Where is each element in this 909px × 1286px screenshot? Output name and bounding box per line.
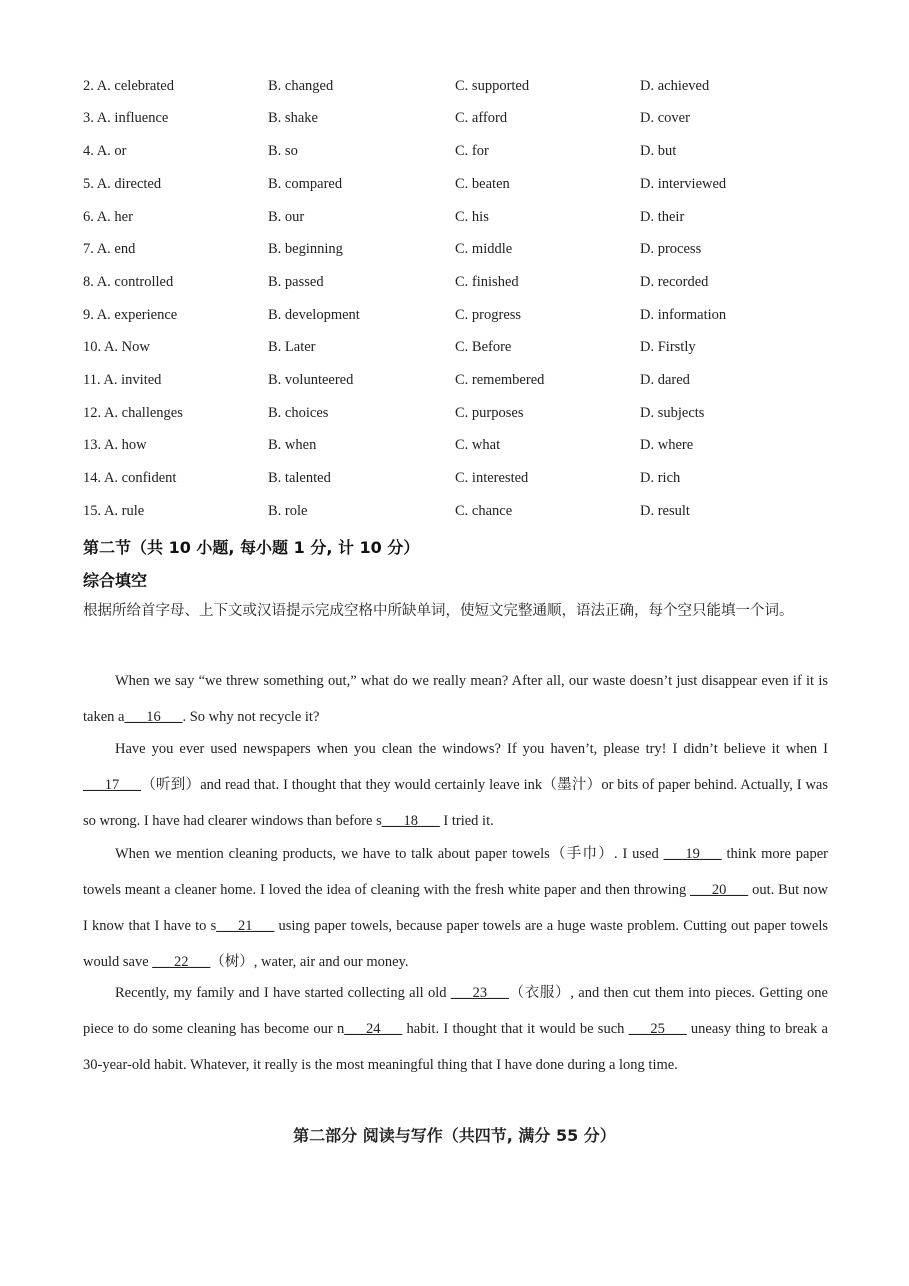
option-b: B. passed [268,274,324,290]
option-row-15 [83,503,843,523]
blank-24[interactable]: ___24___ [344,1021,403,1037]
option-d: D. Firstly [640,339,696,355]
option-d: D. interviewed [640,176,727,192]
option-row-11 [83,372,843,392]
text: Recently, my family and I have started collecting all old [115,985,451,1001]
option-d: D. process [640,241,702,257]
blank-19[interactable]: ___19___ [663,846,722,862]
option-a: 14. A. confident [83,470,177,486]
option-b: B. so [268,143,298,159]
option-a: 9. A. experience [83,307,178,323]
option-b: B. compared [268,176,343,192]
option-b: B. beginning [268,241,343,257]
option-d: D. achieved [640,78,710,94]
blank-16[interactable]: ___16___ [124,709,183,725]
option-a: 4. A. or [83,143,127,159]
option-b: B. talented [268,470,331,486]
option-row-3 [83,110,843,130]
option-b: B. shake [268,110,318,126]
option-c: C. Before [455,339,512,355]
section-subheading: 综合填空 [83,571,148,590]
option-c: C. supported [455,78,530,94]
blank-20[interactable]: ___20___ [690,882,749,898]
option-d: D. dared [640,372,690,388]
option-b: B. our [268,209,305,225]
option-b: B. when [268,437,317,453]
option-row-6 [83,209,843,229]
option-a: 11. A. invited [83,372,162,388]
option-row-10 [83,339,843,359]
passage-paragraph-2 [83,731,828,839]
blank-21[interactable]: ___21___ [216,918,275,934]
passage-paragraph-1 [83,663,828,735]
option-a: 12. A. challenges [83,405,183,421]
passage-paragraph-4 [83,975,828,1083]
option-c: C. progress [455,307,522,323]
blank-25[interactable]: ___25___ [628,1021,687,1037]
option-c: C. remembered [455,372,545,388]
text: （听到）and read that. I thought that they would certainly leave ink（墨汁）or bits of paper behind. Actually, I was so wrong. I have had clearer windows than before s [83,777,828,829]
option-d: D. where [640,437,694,453]
section-heading: 第二节（共 10 小题, 每小题 1 分, 计 10 分） [83,538,420,557]
blank-23[interactable]: ___23___ [450,985,509,1001]
option-b: B. choices [268,405,329,421]
option-a: 5. A. directed [83,176,162,192]
option-a: 15. A. rule [83,503,145,519]
option-c: C. purposes [455,405,524,421]
option-row-5 [83,176,843,196]
text: When we say “we threw something out,” what do we really mean? After all, our waste doesn’t just disappear even if it is taken a [83,673,828,725]
option-a: 6. A. her [83,209,133,225]
option-row-12 [83,405,843,425]
blank-17[interactable]: ___17___ [83,777,141,793]
text: When we mention cleaning products, we have to talk about paper towels（手巾）. I used [115,846,664,862]
option-d: D. recorded [640,274,709,290]
option-row-7 [83,241,843,261]
option-d: D. information [640,307,727,323]
option-c: C. interested [455,470,529,486]
option-b: B. Later [268,339,316,355]
text: habit. I thought that it would be such [402,1021,629,1037]
option-c: C. chance [455,503,513,519]
option-a: 10. A. Now [83,339,150,355]
passage-paragraph-3 [83,836,828,980]
option-d: D. rich [640,470,681,486]
option-c: C. afford [455,110,508,126]
text: using paper towels, because paper towels are a huge waste problem. Cutting out paper towels would save [83,918,828,970]
text: think more paper towels meant a cleaner home. I loved the idea of cleaning with the fresh white paper and then throwing [83,846,828,898]
option-d: D. their [640,209,685,225]
text: . So why not recycle it? [182,709,320,725]
text: out. But now I know that I have to s [83,882,828,934]
option-b: B. volunteered [268,372,354,388]
option-row-14 [83,470,843,490]
option-row-2 [83,78,843,98]
option-d: D. but [640,143,677,159]
option-b: B. development [268,307,360,323]
text: （树）, water, air and our money. [210,954,409,970]
option-a: 2. A. celebrated [83,78,174,94]
instructions: 根据所给首字母、上下文或汉语提示完成空格中所缺单词，使短文完整通顺，语法正确，每个空只能填一个词。 [83,603,794,619]
option-row-8 [83,274,843,294]
option-row-13 [83,437,843,457]
option-c: C. what [455,437,501,453]
text: I tried it. [439,813,494,829]
blank-22[interactable]: ___22___ [152,954,211,970]
blank-18[interactable]: ___18___ [381,813,440,829]
option-row-9 [83,307,843,327]
text: Have you ever used newspapers when you clean the windows? If you haven’t, please try! I didn’t believe it when I [115,741,828,757]
option-b: B. changed [268,78,334,94]
option-d: D. subjects [640,405,705,421]
option-c: C. middle [455,241,513,257]
option-c: C. for [455,143,489,159]
option-row-4 [83,143,843,163]
option-a: 13. A. how [83,437,147,453]
option-a: 8. A. controlled [83,274,174,290]
text: （衣服）, and then cut them into pieces. Getting one piece to do some cleaning has become our n [83,985,828,1037]
option-c: C. beaten [455,176,510,192]
option-c: C. finished [455,274,519,290]
part-two-title: 第二部分 阅读与写作（共四节, 满分 55 分） [293,1126,616,1145]
option-b: B. role [268,503,308,519]
option-a: 3. A. influence [83,110,169,126]
option-c: C. his [455,209,489,225]
option-a: 7. A. end [83,241,136,257]
option-d: D. cover [640,110,690,126]
text: uneasy thing to break a 30-year-old habit. Whatever, it really is the most meaningful thing that I have done during a long time. [83,1021,828,1073]
option-d: D. result [640,503,690,519]
